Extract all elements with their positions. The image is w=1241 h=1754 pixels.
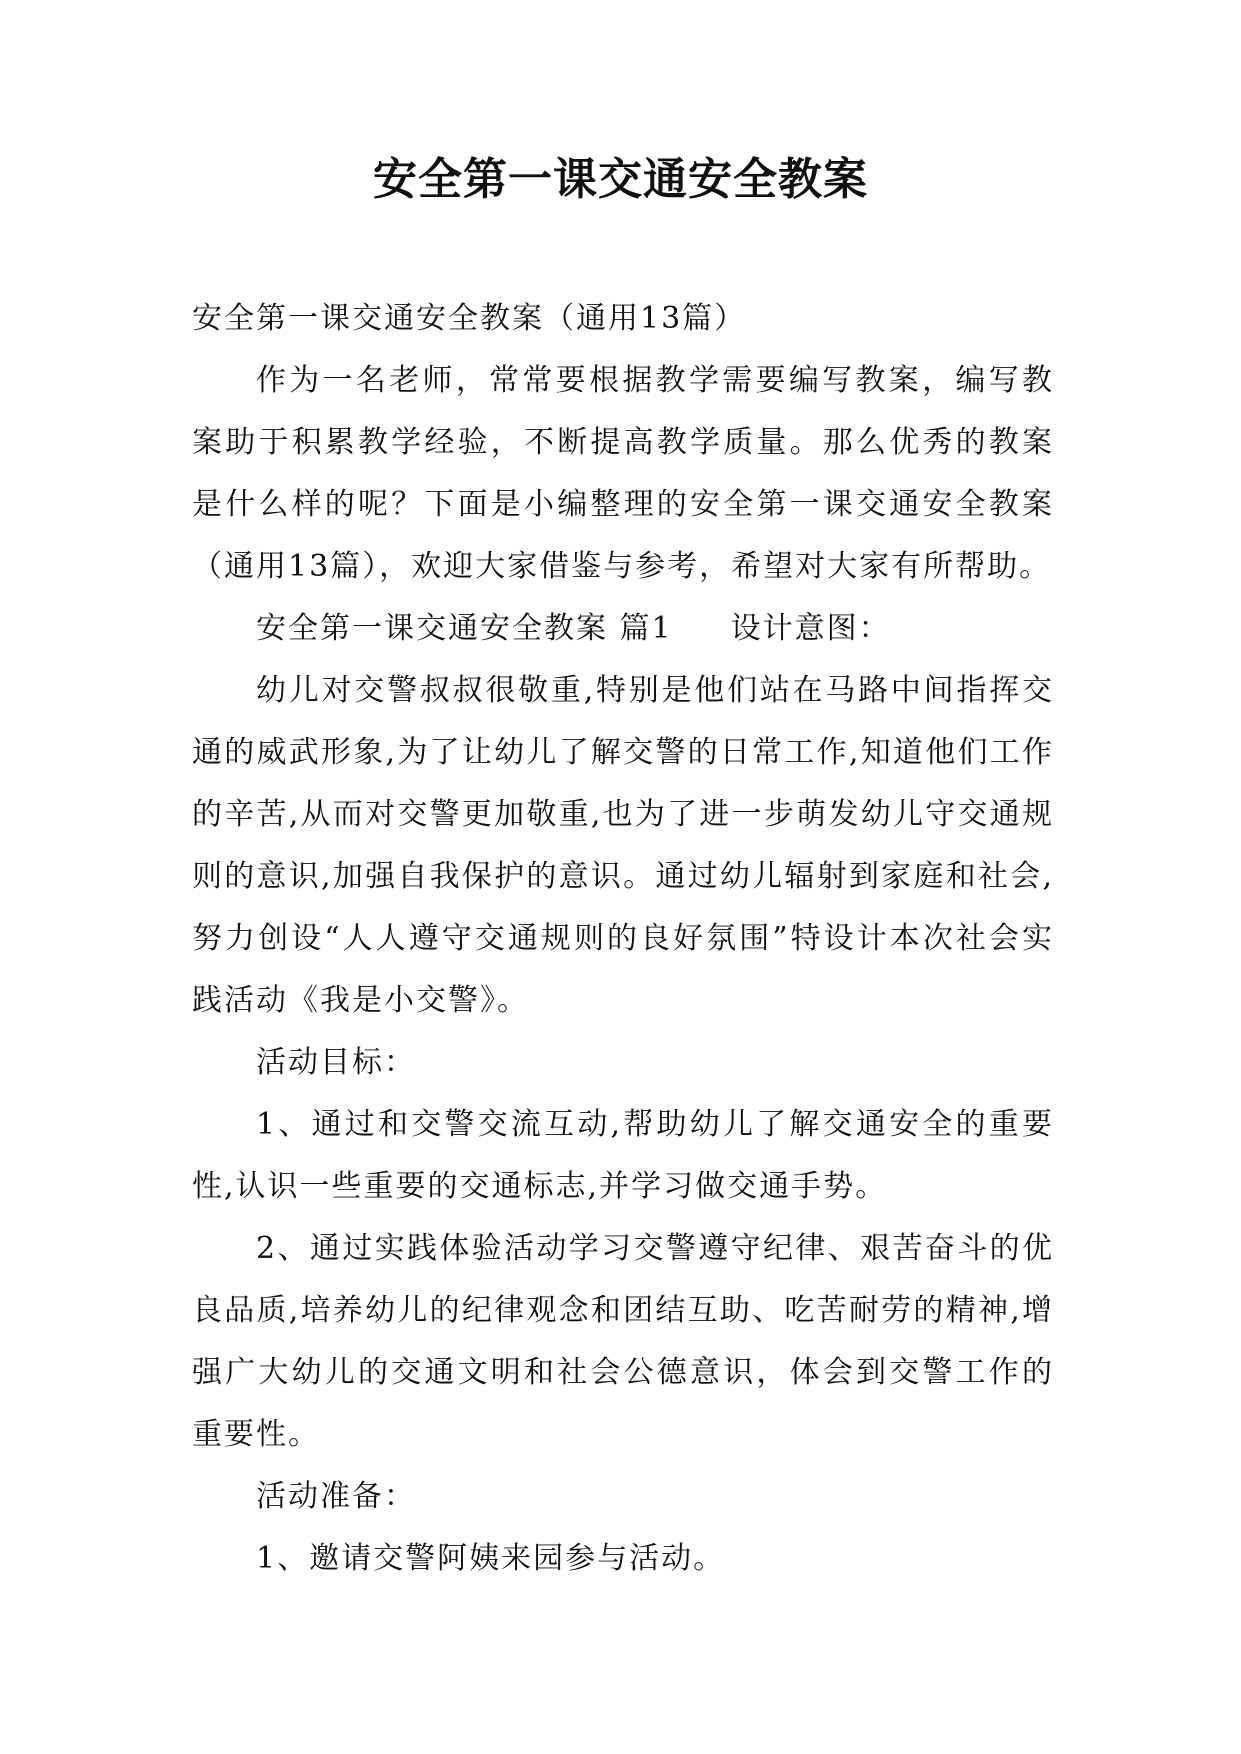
intro-paragraph: 作为一名老师，常常要根据教学需要编写教案，编写教案助于积累教学经验，不断提高教学质量。那么优秀的教案是什么样的呢？下面是小编整理的安全第一课交通安全教案（通用13篇），欢迎大家借鉴与参考，希望对大家有所帮助。: [192, 363, 1054, 584]
goal-item-1: 1、通过和交警交流互动,帮助幼儿了解交通安全的重要性,认识一些重要的交通标志,并学习做交通手势。: [192, 1107, 1054, 1204]
section-heading: 安全第一课交通安全教案 篇1: [256, 611, 673, 646]
document-body: [192, 288, 1054, 1590]
design-intent-paragraph: 幼儿对交警叔叔很敬重,特别是他们站在马路中间指挥交通的威武形象,为了让幼儿了解交警的日常工作,知道他们工作的辛苦,从而对交警更加敬重,也为了进一步萌发幼儿守交通规则的意识,加强自我保护的意识。通过幼儿辐射到家庭和社会,努力创设“人人遵守交通规则的良好氛围”特设计本次社会实践活动《我是小交警》。: [192, 673, 1054, 1018]
design-intent-label: 设计意图：: [730, 611, 891, 646]
section-heading-line: [192, 598, 1054, 660]
preparation-label: 活动准备：: [256, 1479, 416, 1514]
preparation-item-1: 1、邀请交警阿姨来园参与活动。: [256, 1541, 726, 1576]
goals-label: 活动目标：: [256, 1045, 416, 1080]
goal-item-2: 2、通过实践体验活动学习交警遵守纪律、艰苦奋斗的优良品质,培养幼儿的纪律观念和团结互助、吃苦耐劳的精神,增强广大幼儿的交通文明和社会公德意识，体会到交警工作的重要性。: [192, 1231, 1054, 1452]
document-title: 安全第一课交通安全教案: [373, 154, 868, 205]
document-subtitle: 安全第一课交通安全教案（通用13篇）: [192, 301, 747, 336]
